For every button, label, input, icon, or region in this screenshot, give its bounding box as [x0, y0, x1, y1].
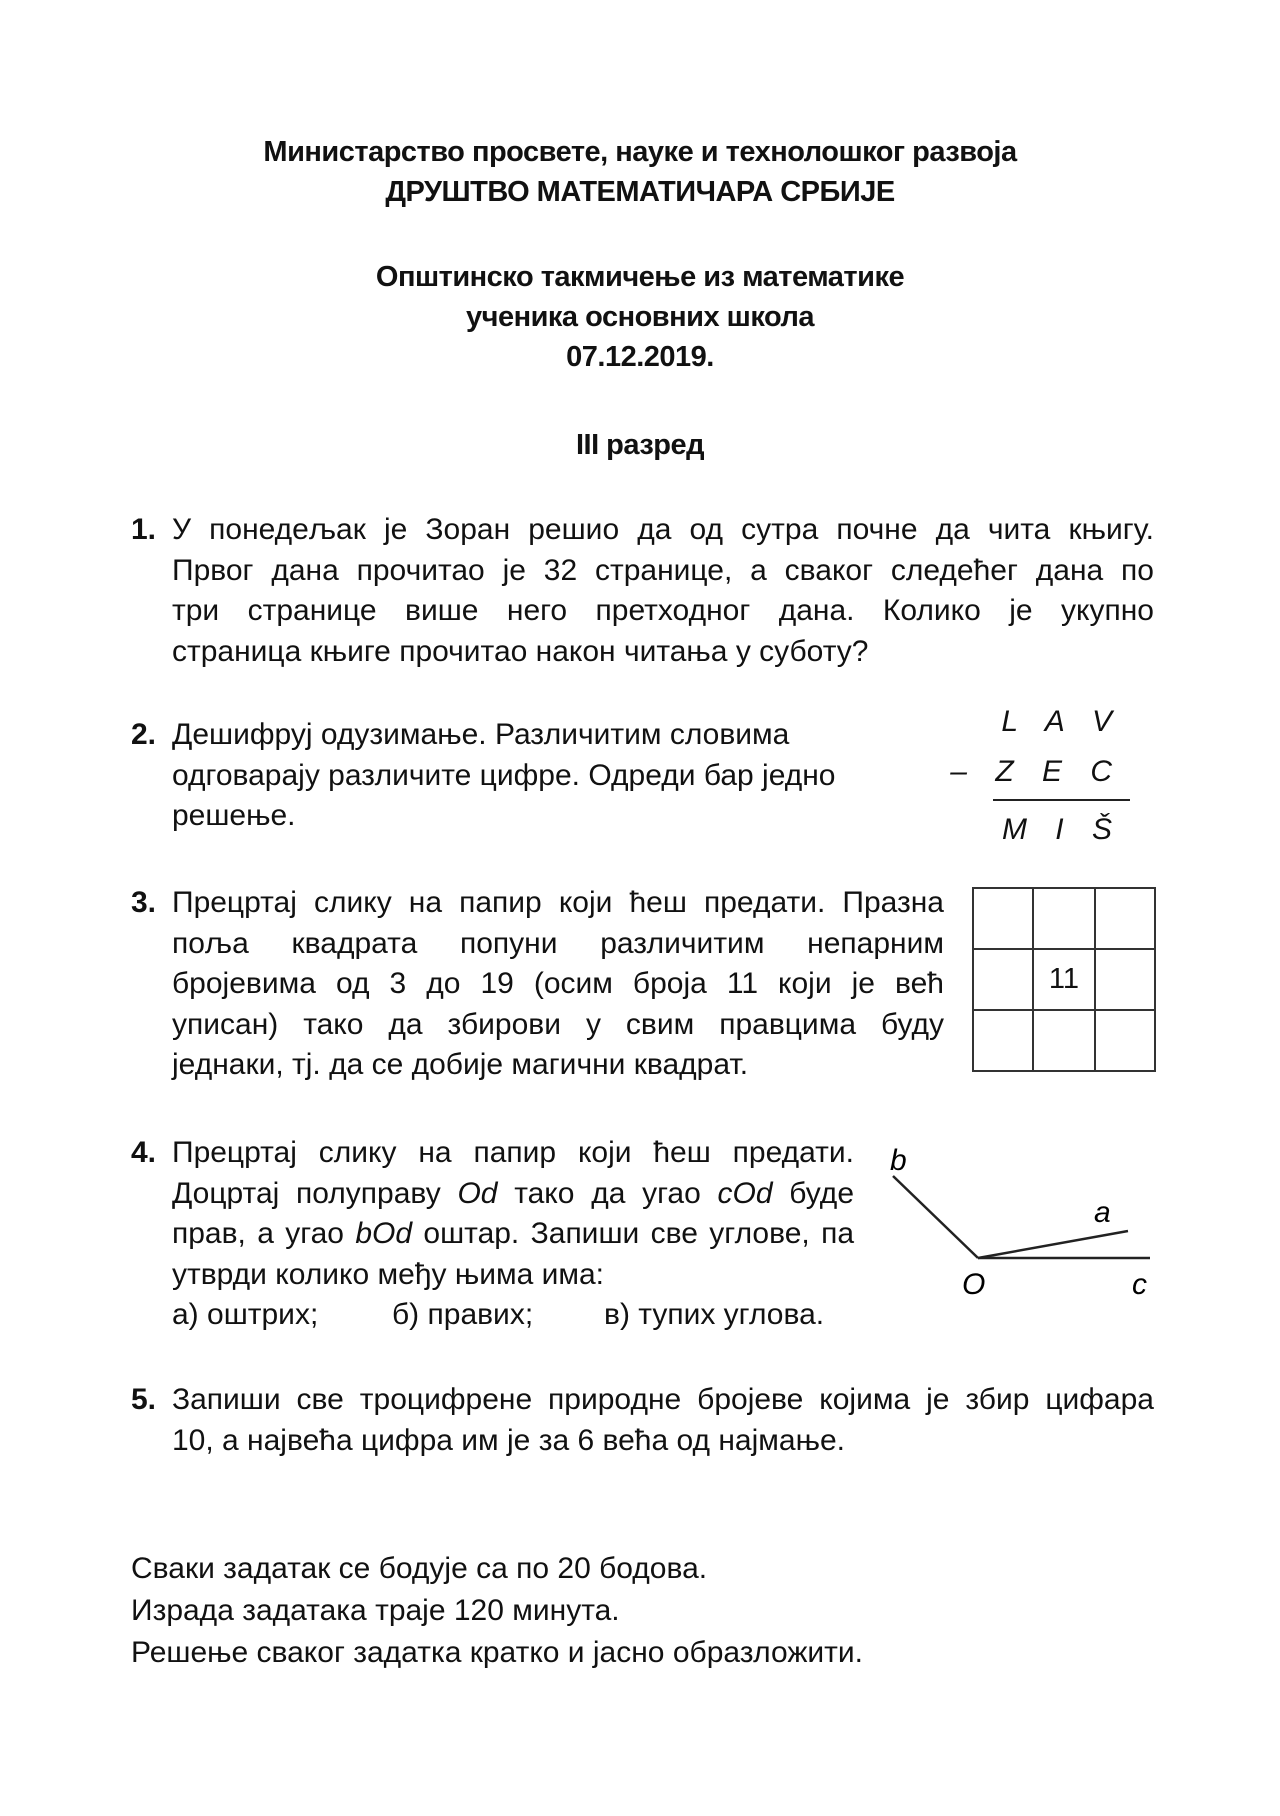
label-b: b	[890, 1144, 907, 1177]
ministry-title: Министарство просвете, науке и технолошког развоја	[263, 136, 1017, 168]
problem-1-line: страница књиге прочитао након читања у суботу?	[172, 634, 869, 668]
label-c: c	[1132, 1268, 1147, 1301]
footer-line: Сваки задатак се бодује са по 20 бодова.	[131, 1552, 708, 1585]
problem-5-line: 10, а највећа цифра им је за 6 већа од најмање.	[172, 1423, 845, 1457]
magic-square-cell	[1033, 1010, 1094, 1071]
problem-4-options	[172, 1295, 854, 1336]
magic-square-cell: 11	[1033, 949, 1094, 1010]
problem-1-line: три странице више него претходног дана. Колико је укупно	[172, 594, 1154, 627]
problem-3-line: уписан) тако да збирови у свим правцима буду	[172, 1007, 944, 1041]
label-a: a	[1094, 1196, 1111, 1229]
problem-5-number: 5.	[131, 1383, 157, 1416]
problem-2-text	[172, 715, 892, 837]
problem-3-text	[172, 883, 944, 1086]
problem-1-number: 1.	[131, 513, 157, 546]
cryptarithm-minuend: L A V	[1001, 705, 1122, 738]
problem-2-line: решење.	[172, 799, 296, 832]
problem-2-line: Дешифруј одузимање. Различитим словима	[172, 718, 790, 751]
students-subtitle: ученика основних школа	[465, 301, 815, 333]
ray-oa	[978, 1231, 1128, 1258]
footer-notes	[131, 1548, 863, 1674]
magic-square-cell	[1095, 1010, 1155, 1071]
cryptarithm-rule	[993, 799, 1130, 801]
magic-square	[972, 887, 1156, 1072]
magic-square-cell	[1095, 888, 1155, 949]
competition-title: Општинско такмичење из математике	[375, 261, 905, 293]
problem-2-number: 2.	[131, 718, 157, 751]
cryptarithm-difference: M I Š	[1001, 813, 1122, 846]
problem-1-text	[172, 510, 1154, 672]
problem-1-line: Првог дана прочитао је 32 странице, а сваког следећег дана по	[172, 553, 1154, 587]
option-c: в) тупих углова.	[604, 1298, 825, 1331]
magic-square-cell	[973, 1010, 1033, 1071]
footer-line: Решење сваког задатка кратко и јасно образложити.	[131, 1636, 863, 1669]
label-o: O	[962, 1268, 986, 1301]
problem-5-text	[172, 1380, 1154, 1461]
problem-3-line: Прецртај слику на папир који ћеш предати. Празна	[172, 886, 944, 919]
society-title: ДРУШТВО МАТЕМАТИЧАРА СРБИЈЕ	[385, 176, 895, 208]
problem-3-line: бројевима од 3 до 19 (осим броја 11 који је већ	[172, 967, 944, 1000]
angle-figure	[870, 1130, 1190, 1310]
magic-square-cell	[973, 949, 1033, 1010]
problem-4-number: 4.	[131, 1136, 157, 1169]
ray-ob	[893, 1176, 978, 1258]
problem-1-line: У понедељак је Зоран решио да од сутра почне да чита књигу.	[172, 513, 1154, 546]
grade-title: III разред	[575, 429, 705, 461]
option-a: а) оштрих;	[172, 1298, 319, 1331]
problem-3-line: једнаки, тј. да се добије магични квадрат.	[172, 1048, 749, 1081]
problem-4-line: Доцртај полуправу Od тако да угао cOd буде	[172, 1176, 855, 1210]
problem-4-line: прав, а угао bOd оштар. Запиши све углове, па	[172, 1217, 855, 1250]
problem-4-line: Прецртај слику на папир који ћеш предати.	[172, 1136, 854, 1169]
problem-3-line: поља квадрата попуни различитим непарним	[172, 926, 944, 960]
magic-square-cell	[1095, 949, 1155, 1010]
magic-square-cell	[1033, 888, 1094, 949]
problem-2-line: одговарају различите цифре. Одреди бар једно	[172, 758, 836, 792]
problem-5-line: Запиши све троцифрене природне бројеве којима је збир цифара	[172, 1383, 1154, 1416]
cryptarithm-subtrahend: – Z E C	[950, 755, 1122, 788]
footer-line: Израда задатака траје 120 минута.	[131, 1594, 620, 1627]
magic-square-cell	[973, 888, 1033, 949]
competition-date: 07.12.2019.	[566, 341, 714, 373]
problem-3-number: 3.	[131, 886, 157, 919]
problem-4-text	[172, 1133, 854, 1336]
option-b: б) правих;	[392, 1298, 534, 1331]
problem-4-line: утврди колико међу њима има:	[172, 1257, 605, 1291]
